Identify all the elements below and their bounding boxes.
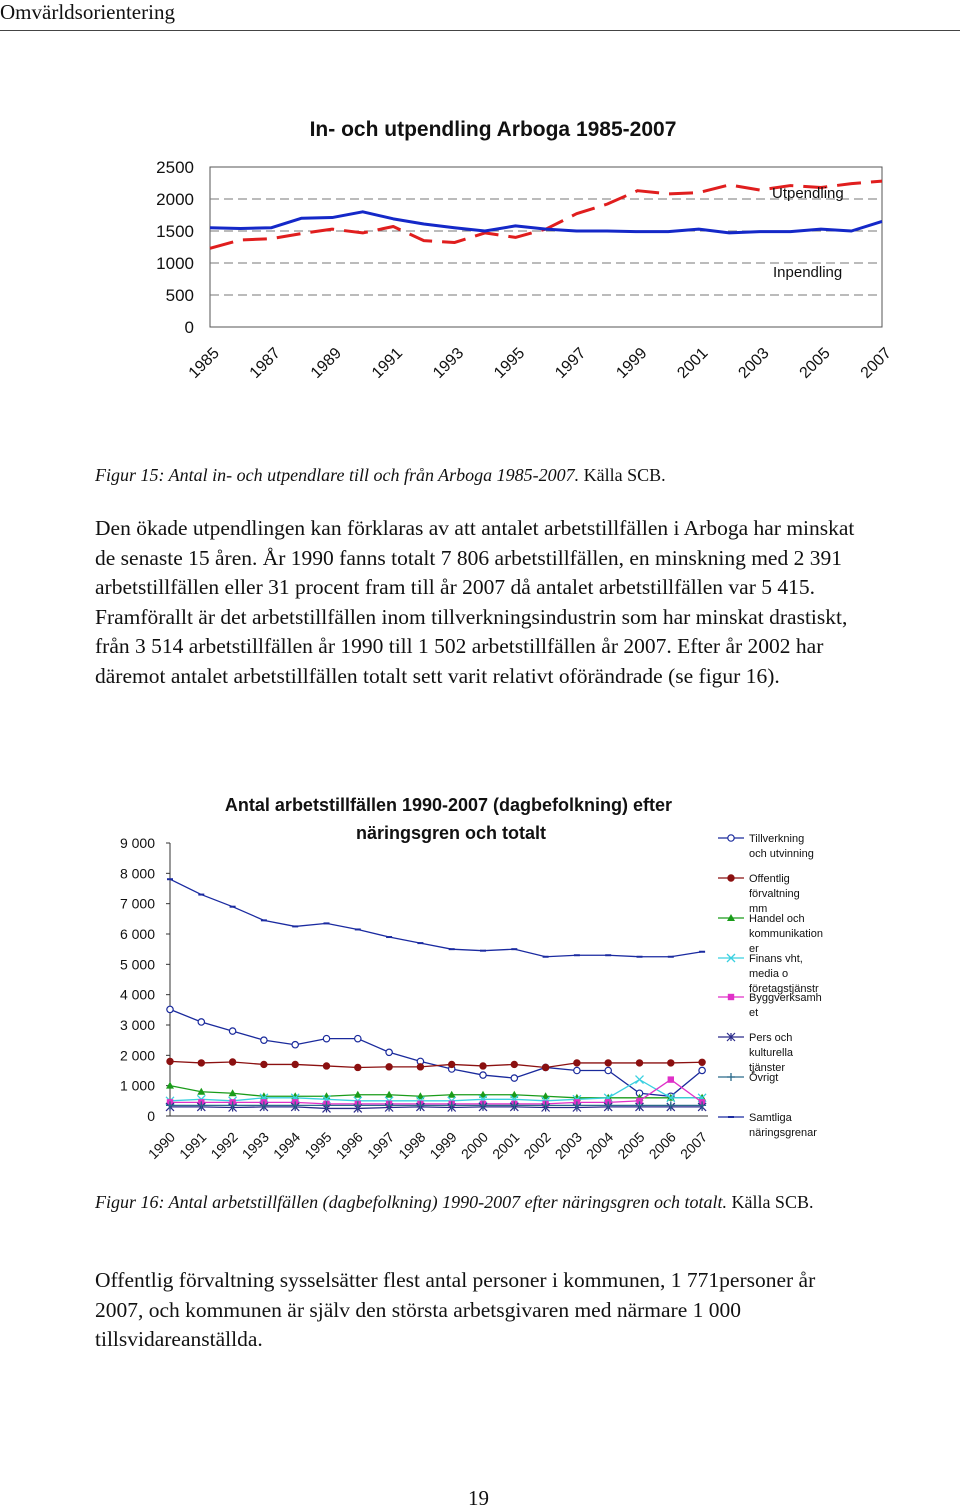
- chart2-series-line-3: [170, 1086, 702, 1098]
- chart1-x-tick-label: 1989: [307, 344, 346, 382]
- legend-marker: [728, 835, 734, 841]
- page-number: 19: [468, 1486, 489, 1510]
- chart2-y-tick-label: 9 000: [119, 835, 155, 851]
- chart1-x-tick-label: 2005: [796, 344, 834, 382]
- chart2-data-point: [574, 1060, 580, 1066]
- chart2-data-point: [542, 1064, 548, 1070]
- chart2-data-point: [167, 1006, 173, 1012]
- chart2-x-tick-label: 1997: [363, 1128, 398, 1163]
- chart2-x-tick-label: 2001: [489, 1128, 523, 1163]
- chart1-y-tick-label: 1000: [156, 254, 194, 273]
- chart2-x-tick-label: 2004: [582, 1128, 617, 1163]
- legend-label: Finans vht, media o företagstjänstr: [749, 953, 819, 995]
- figure1-caption-block: [95, 463, 835, 487]
- chart1-x-tick-label: 2003: [735, 344, 773, 382]
- chart2-x-tick-label: 1994: [269, 1128, 304, 1163]
- legend-marker: [728, 875, 734, 881]
- header-divider: [0, 30, 960, 31]
- chart2-y-tick-label: 2 000: [119, 1047, 155, 1064]
- legend-label: Övrigt: [749, 1072, 779, 1084]
- chart2-data-point: [323, 1063, 329, 1069]
- chart2-x-tick-label: 1990: [144, 1128, 179, 1163]
- chart2-x-tick-label: 2005: [614, 1128, 648, 1163]
- chart1-y-tick-label: 1500: [156, 222, 194, 241]
- chart2-data-point: [229, 1028, 235, 1034]
- chart2-data-point: [292, 1042, 298, 1048]
- chart2-data-point: [323, 1035, 329, 1041]
- chart2-data-point: [166, 1082, 174, 1089]
- chart2-data-point: [229, 1059, 235, 1065]
- legend-label: Pers och kulturella tjänster: [749, 1032, 794, 1074]
- chart2-x-tick-label: 2000: [457, 1128, 492, 1163]
- chart2-data-point: [198, 1019, 204, 1025]
- chart2-data-point: [511, 1075, 517, 1081]
- chart2-data-point: [699, 1067, 705, 1073]
- chart2-data-point: [667, 1101, 675, 1109]
- chart2-data-point: [668, 1076, 674, 1082]
- chart2-data-point: [355, 1064, 361, 1070]
- chart2-y-tick-label: 0: [147, 1108, 155, 1124]
- chart2-x-tick-label: 2002: [520, 1128, 554, 1163]
- chart2-data-point: [417, 1064, 423, 1070]
- chart1-x-tick-label: 1999: [613, 344, 651, 382]
- figure1-source: Källa SCB.: [583, 465, 666, 485]
- legend-label: Offentlig förvaltning mm: [749, 873, 800, 915]
- chart2-x-tick-label: 2003: [551, 1128, 586, 1163]
- chart2-data-point: [449, 1061, 455, 1067]
- chart2-data-point: [480, 1072, 486, 1078]
- figure1-caption: Figur 15: Antal in- och utpendlare till och från Arboga 1985-2007.: [95, 465, 580, 485]
- chart2-data-point: [574, 1067, 580, 1073]
- chart1-series-label-inpendling: Inpendling: [773, 264, 843, 281]
- chart2-x-tick-label: 2007: [676, 1128, 711, 1163]
- figure2-caption: Figur 16: Antal arbetstillfällen (dagbefolkning) 1990-2007 efter näringsgren och totalt.: [95, 1192, 727, 1212]
- chart2-data-point: [292, 1061, 298, 1067]
- chart1-y-tick-label: 0: [184, 318, 194, 337]
- chart2-data-point: [636, 1076, 644, 1084]
- legend-label: Samtliga näringsgrenar: [749, 1112, 817, 1139]
- chart1-series-label-utpendling: Utpendling: [772, 185, 844, 202]
- chart1-title: In- och utpendling Arboga 1985-2007: [309, 118, 677, 141]
- chart2-x-tick-label: 1993: [238, 1128, 273, 1163]
- chart2-data-point: [668, 1060, 674, 1066]
- chart2-data-point: [511, 1061, 517, 1067]
- body-paragraph-1: Den ökade utpendlingen kan förklaras av att antalet arbetstillfällen i Arboga har minskat de senaste 15 åren. År 1990 fanns totalt 7 806 arbetstillfällen, en minskning med 2 391 arbetstillfällen eller 31 procent fram till år 2007 då antalet arbetstillfällen var 5 415. Framförallt är det arbetstillfällen inom tillverkningsindustrin som har minskat drastiskt, från 3 514 arbetstillfällen år 1990 till 1 502 arbetstillfällen år 2007. Efter år 2002 har däremot antalet arbetstillfällen totalt sett varit relativt oförändrade (se figur 16).: [95, 516, 855, 688]
- figure2-caption-block: [95, 1190, 835, 1214]
- legend-label: Handel och kommunikation er: [749, 913, 823, 955]
- chart1-x-tick-label: 1993: [430, 344, 468, 382]
- chart1-x-tick-label: 1987: [246, 344, 284, 382]
- chart2-x-tick-label: 1991: [176, 1128, 210, 1163]
- chart2-data-point: [605, 1067, 611, 1073]
- chart2-x-tick-label: 1995: [301, 1128, 335, 1163]
- chart2-data-point: [261, 1037, 267, 1043]
- employment-chart: [0, 780, 960, 1180]
- chart2-x-tick-label: 2006: [645, 1128, 679, 1163]
- chart1-series-line-inpendling: [210, 212, 882, 233]
- chart2-data-point: [480, 1063, 486, 1069]
- chart2-x-tick-label: 1996: [332, 1128, 366, 1163]
- chart1-x-tick-label: 1991: [368, 344, 407, 382]
- chart2-data-point: [386, 1049, 392, 1055]
- chart2-data-point: [261, 1061, 267, 1067]
- chart2-data-point: [355, 1035, 361, 1041]
- chart2-series-line-1: [170, 1009, 702, 1096]
- chart2-x-tick-label: 1992: [207, 1128, 241, 1163]
- chart2-x-tick-label: 1998: [395, 1128, 429, 1163]
- chart2-x-tick-label: 1999: [426, 1128, 460, 1163]
- legend-marker: [728, 994, 734, 1000]
- figure2-source: Källa SCB.: [731, 1192, 814, 1212]
- chart2-data-point: [386, 1064, 392, 1070]
- chart1-x-tick-label: 2001: [674, 344, 712, 382]
- chart1-x-tick-label: 1985: [185, 344, 223, 382]
- chart2-series-line-8: [170, 879, 702, 957]
- chart2-y-tick-label: 1 000: [119, 1077, 155, 1094]
- chart1-y-tick-label: 2500: [156, 158, 194, 177]
- chart1-x-tick-label: 1995: [491, 344, 529, 382]
- chart1-y-tick-label: 2000: [156, 190, 194, 209]
- chart2-y-tick-label: 8 000: [119, 865, 155, 882]
- commuting-chart: [0, 100, 960, 445]
- chart2-series-line-2: [170, 1061, 702, 1067]
- chart1-x-tick-label: 1997: [552, 344, 590, 382]
- chart2-data-point: [605, 1060, 611, 1066]
- legend-label: Byggverksamh et: [749, 992, 822, 1019]
- chart2-data-point: [636, 1060, 642, 1066]
- legend-marker: [727, 1073, 735, 1081]
- chart2-title: Antal arbetstillfällen 1990-2007 (dagbefolkning) efter näringsgren och totalt: [224, 795, 673, 843]
- chart2-y-tick-label: 3 000: [119, 1017, 155, 1033]
- chart1-x-tick-label: 2007: [857, 344, 895, 382]
- chart2-y-tick-label: 6 000: [119, 926, 155, 942]
- chart2-series-line-6: [170, 1107, 702, 1109]
- chart2-data-point: [699, 1059, 705, 1065]
- chart2-y-tick-label: 7 000: [119, 895, 155, 912]
- body-paragraph-2: Offentlig förvaltning sysselsätter flest antal personer i kommunen, 1 771personer år 2007, och kommunen är själv den största arbetsgivaren med närmare 1 000 tillsvidareanställda.: [95, 1268, 816, 1351]
- chart2-y-tick-label: 5 000: [119, 956, 155, 973]
- legend-label: Tillverkning och utvinning: [749, 833, 814, 860]
- page-header-title: Omvärldsorientering: [0, 0, 175, 24]
- chart2-data-point: [167, 1058, 173, 1064]
- chart1-y-tick-label: 500: [165, 286, 194, 305]
- chart2-y-tick-label: 4 000: [119, 986, 155, 1003]
- chart2-data-point: [198, 1060, 204, 1066]
